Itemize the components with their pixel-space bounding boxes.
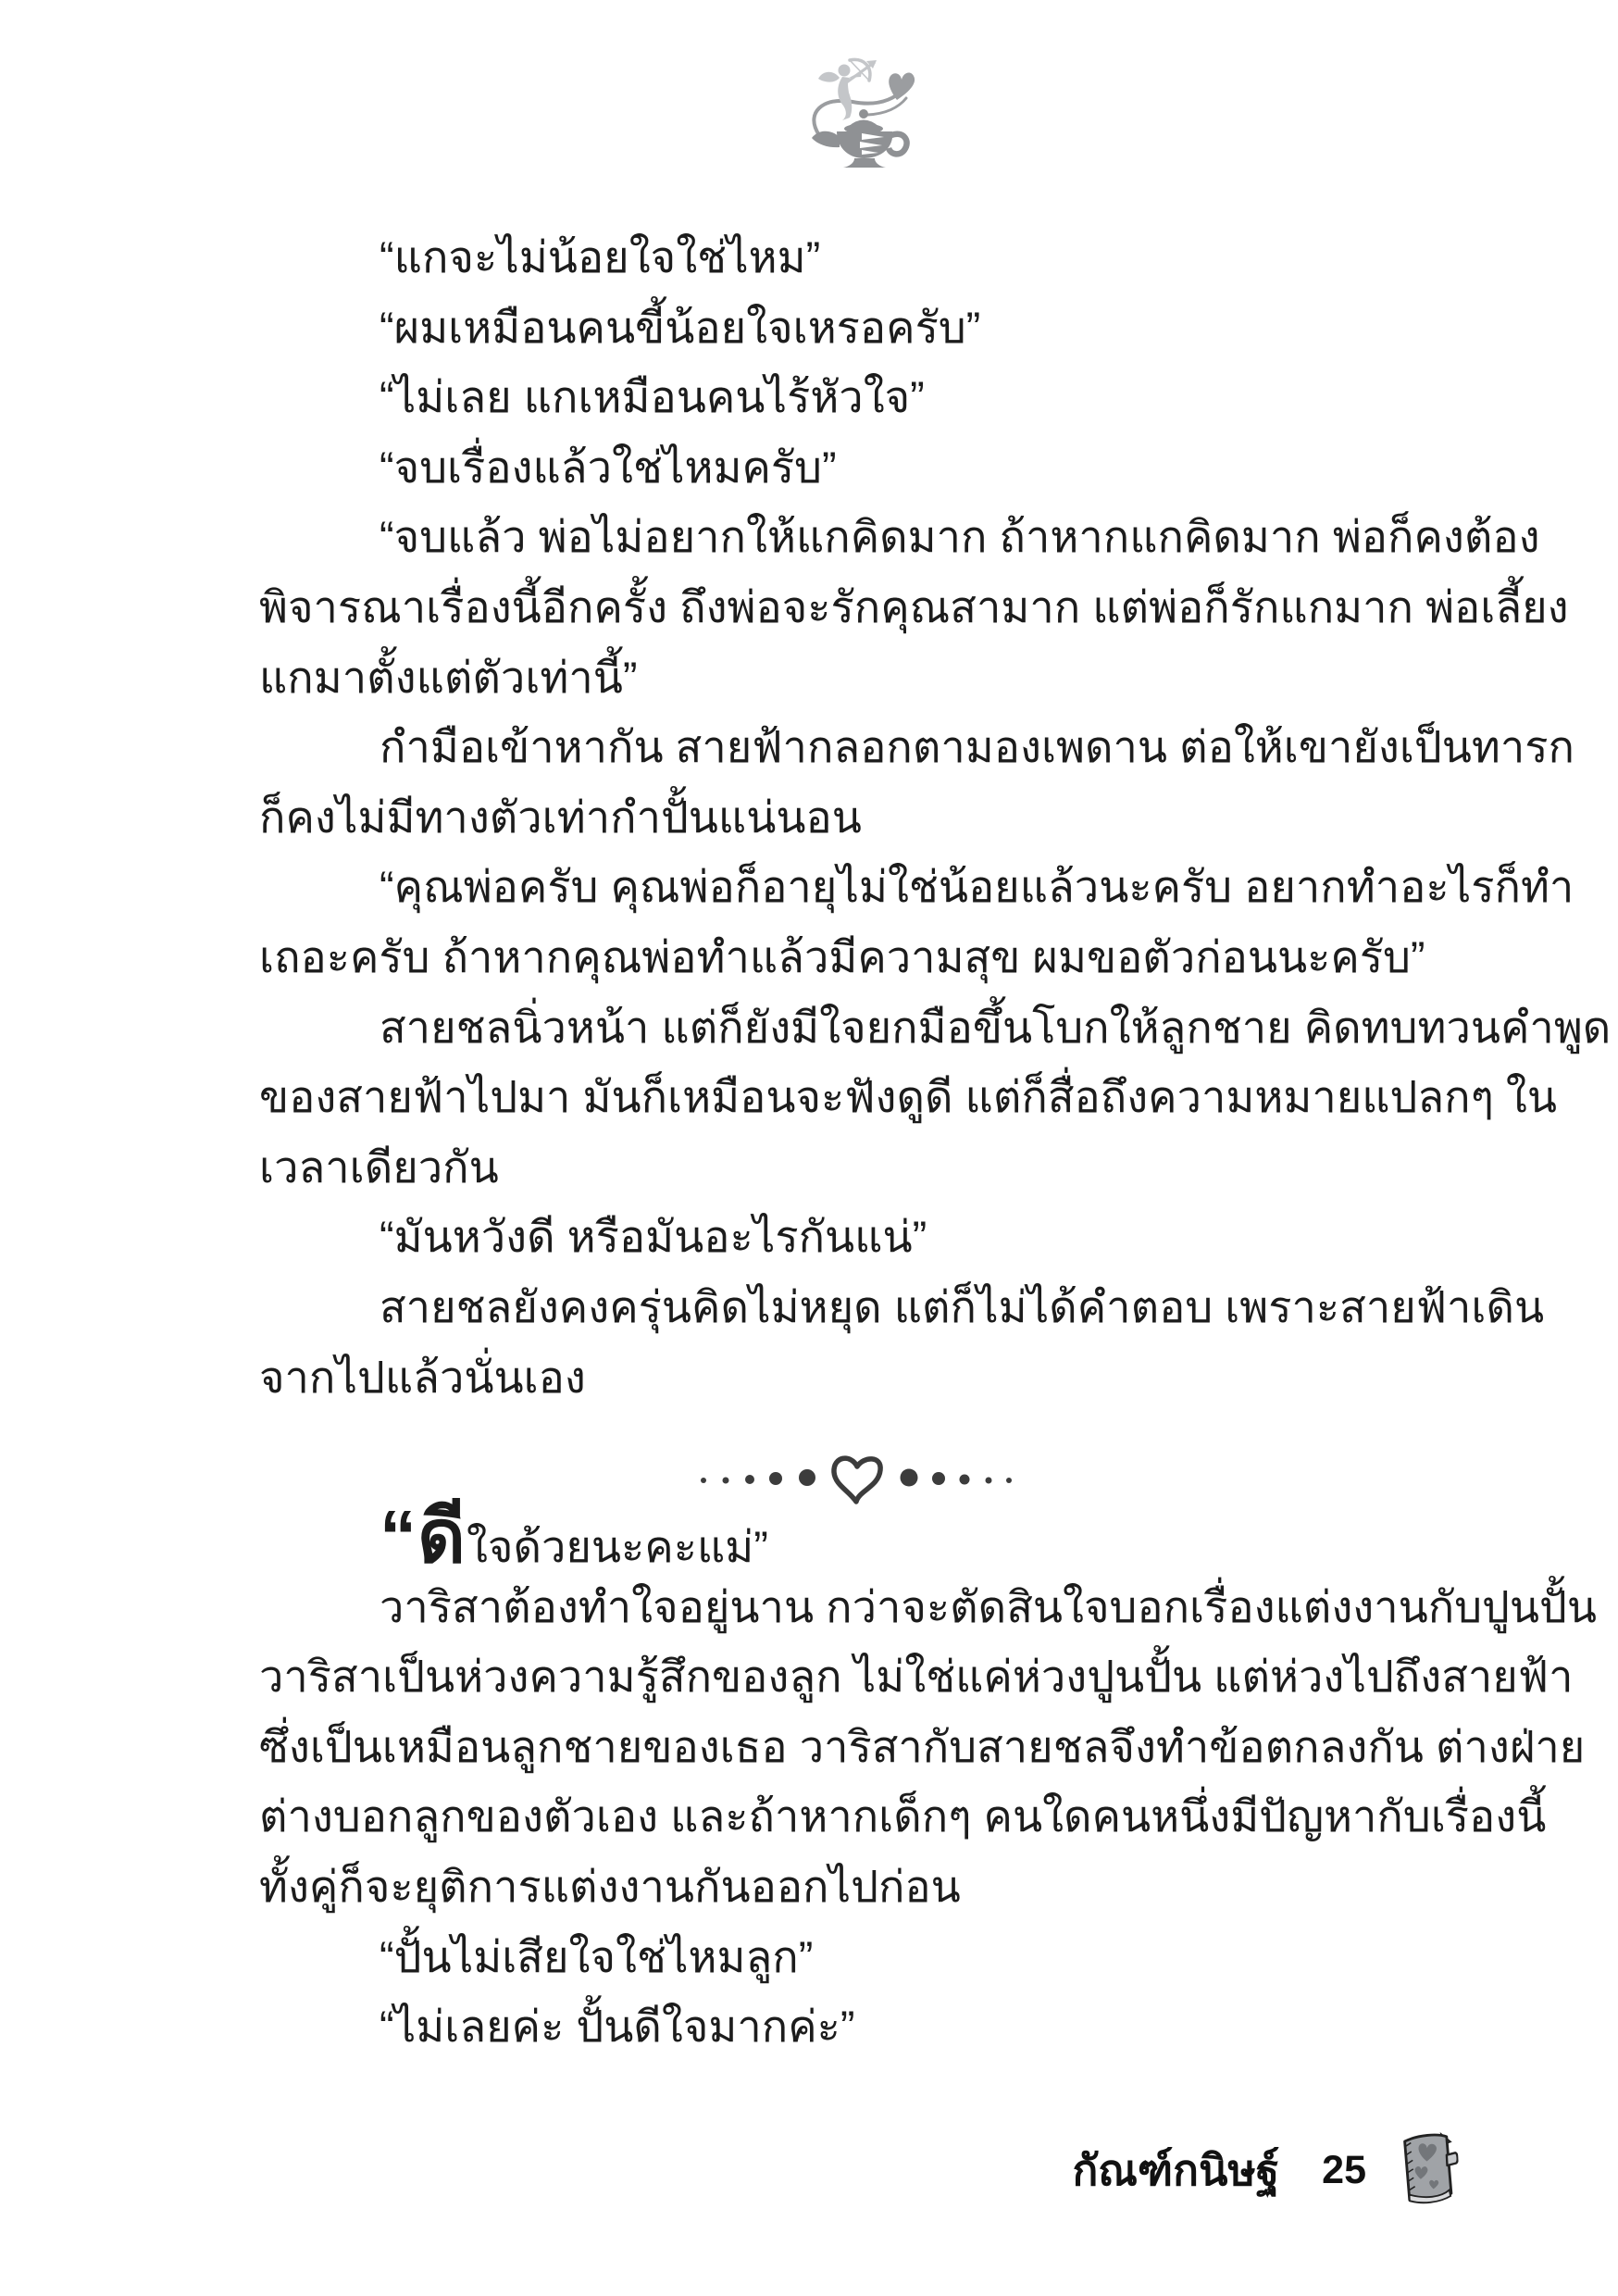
text-line: จากไปแล้วนั่นเอง xyxy=(259,1352,586,1402)
page-number: 25 xyxy=(1322,2147,1366,2192)
text-line: วาริสาเป็นห่วงความรู้สึกของลูก ไม่ใช่แค่ห่วงปูนปั้น แต่ห่วงไปถึงสายฟ้า xyxy=(259,1652,1574,1702)
text-line: “คุณพ่อครับ คุณพ่อก็อายุไม่ใช่น้อยแล้วนะครับ อยากทำอะไรก็ทำ xyxy=(380,862,1574,912)
text-line: สายชลยังคงครุ่นคิดไม่หยุด แต่ก็ไม่ได้คำตอบ เพราะสายฟ้าเดิน xyxy=(380,1281,1545,1331)
text-line: ซึ่งเป็นเหมือนลูกชายของเธอ วาริสากับสายชลจึงทำข้อตกลงกัน ต่างฝ่าย xyxy=(259,1721,1586,1771)
drop-cap: “ดี xyxy=(380,1495,467,1578)
text-line: เถอะครับ ถ้าหากคุณพ่อทำแล้วมีความสุข ผมขอตัวก่อนนะครับ” xyxy=(259,931,1425,981)
text-line: “ไม่เลย แกเหมือนคนไร้หัวใจ” xyxy=(380,372,925,422)
text-line: แกมาตั้งแต่ตัวเท่านี้” xyxy=(259,652,638,702)
text-line: “ปั้นไม่เสียใจใช่ไหมลูก” xyxy=(380,1931,814,1981)
heart-book-icon xyxy=(1392,2128,1462,2213)
text-line: วาริสาต้องทำใจอยู่นาน กว่าจะตัดสินใจบอกเรื่องแต่งงานกับปูนปั้น xyxy=(380,1581,1597,1631)
text-line: ของสายฟ้าไปมา มันก็เหมือนจะฟังดูดี แต่ก็สื่อถึงความหมายแปลกๆ ใน xyxy=(259,1072,1558,1122)
footer-book-title: กัณฑ์กนิษฐ์ xyxy=(1072,2145,1280,2194)
section-divider xyxy=(694,1444,1020,1509)
text-line: ก็คงไม่มีทางตัวเท่ากำปั้นแน่นอน xyxy=(259,792,862,842)
text-line: “แกจะไม่น้อยใจใช่ไหม” xyxy=(380,232,821,281)
dots-and-heart-icon xyxy=(694,1444,1020,1509)
text-line: “ไม่เลยค่ะ ปั้นดีใจมากค่ะ” xyxy=(380,2002,855,2052)
text-line: “จบเรื่องแล้วใช่ไหมครับ” xyxy=(380,442,837,492)
text-line: ทั้งคู่ก็จะยุติการแต่งงานกันออกไปก่อน xyxy=(259,1861,961,1911)
genie-lamp xyxy=(812,109,907,168)
text-line: “มันหวังดี หรือมันอะไรกันแน่” xyxy=(380,1212,927,1262)
top-ornament xyxy=(806,56,917,172)
text-line: สายชลนิ่วหน้า แต่ก็ยังมีใจยกมือขึ้นโบกให้ลูกชาย คิดทบทวนคำพูด xyxy=(380,1002,1612,1052)
cupid-figure xyxy=(818,59,877,120)
text-line xyxy=(259,1495,1459,1578)
text-block-1 xyxy=(259,222,1612,1412)
cupid-genie-lamp-icon xyxy=(806,56,917,172)
text-block-2 xyxy=(259,1495,1597,2062)
text-line: เวลาเดียวกัน xyxy=(259,1142,499,1192)
text-line: กำมือเข้าหากัน สายฟ้ากลอกตามองเพดาน ต่อให้เขายังเป็นทารก xyxy=(380,722,1574,772)
text-line: “จบแล้ว พ่อไม่อยากให้แกคิดมาก ถ้าหากแกคิดมาก พ่อก็คงต้อง xyxy=(380,512,1540,562)
text-line: พิจารณาเรื่องนี้อีกครั้ง ถึงพ่อจะรักคุณสามาก แต่พ่อก็รักแกมาก พ่อเลี้ยง xyxy=(259,581,1569,631)
text-line: ต่างบอกลูกของตัวเอง และถ้าหากเด็กๆ คนใดคนหนึ่งมีปัญหากับเรื่องนี้ xyxy=(259,1791,1547,1841)
text-line: “ผมเหมือนคนขี้น้อยใจเหรอครับ” xyxy=(380,302,981,352)
text-run: ใจด้วยนะคะแม่” xyxy=(466,1522,768,1571)
page-footer xyxy=(1072,2128,1459,2213)
